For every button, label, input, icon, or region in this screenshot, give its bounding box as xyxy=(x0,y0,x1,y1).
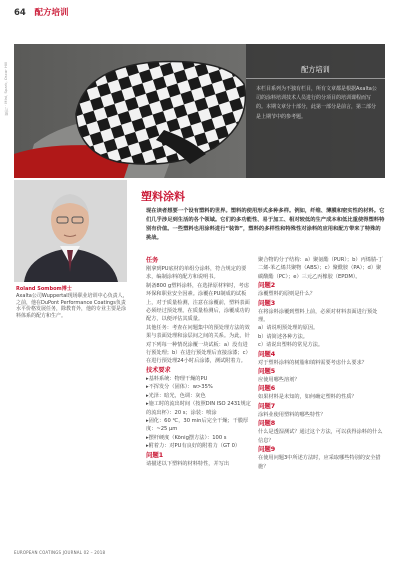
author-name: Roland Sombom博士 xyxy=(16,286,72,292)
paragraph: 聚合物的分子结构：a）聚氨酯（PUR）；b）丙烯腈-丁二烯-苯乙烯共聚物（ABS）；c）聚酰胺（PA）；d）聚碳酸酯（PC）；e）三元乙丙橡胶（EPDM）。 xyxy=(258,257,384,280)
author-bio-block xyxy=(16,286,128,320)
author-bio: Axalta公司Wuppertal现场职业培训中心负责人，之前，他在DuPont Performance Coatings负责水平价格发展任务，除教育外，他的专业主要是涂料体系的配方和生产。 xyxy=(16,292,128,320)
author-portrait xyxy=(14,180,127,282)
question-heading: 问题1 xyxy=(146,450,164,459)
question-heading: 问题3 xyxy=(258,298,276,307)
article-intro: 现在读者想要一个设有塑料的世界。塑料的使用形式多种多样。例如，纤维、薄膜和密实性的材料。它们几乎涉足到生活的各个领域。它们的多功能性、易于加工、相对较低的生产成本和低比重使得塑料特别有价值。一些塑料也用涂料进行“装饰”，塑料的多样性和特殊性对涂料的应用和配方带来了特殊的挑战。 xyxy=(146,208,385,242)
info-box-title: 配方培训 xyxy=(301,65,330,74)
info-box-divider xyxy=(246,78,385,79)
question-heading: 问题6 xyxy=(258,384,276,393)
paragraph: 什么是透湿测试？通过这个方法，可以获得涂料的什么信息？ xyxy=(258,429,383,444)
paragraph: ▸光泽：暗光，色调：灰色 xyxy=(146,392,206,399)
paragraph: 在将涂料涂覆到塑料上前，必须对材料表面进行预处理。 xyxy=(258,308,378,324)
page-header xyxy=(14,6,69,18)
section-heading: 技术要求 xyxy=(146,366,171,374)
paragraph: ▸施工时的流出时间（按照DIN ISO 2431规定的流出杯）：20 s；涂装：喷涂 xyxy=(146,401,251,416)
section-heading: 任务 xyxy=(146,257,159,264)
paragraph: 涂料业使用塑料的哪些特性？ xyxy=(258,411,326,418)
column-info-box xyxy=(246,44,385,178)
question-heading: 问题5 xyxy=(258,367,276,376)
paragraph: 如果材料是未知的，如何确定塑料的性质？ xyxy=(258,394,357,401)
paragraph: a）请说明预处理的原因。 xyxy=(258,325,319,332)
paragraph: ▸基料系统：物理干燥的PU xyxy=(146,375,208,382)
paragraph: 涂覆塑料的原则是什么？ xyxy=(258,291,316,298)
photo-credit: 照片：Mini, Spark, Oscar Hill xyxy=(3,62,8,116)
info-box-text: 本栏目系列为不独有栏目，所有文章都是根据Axalta公司的涂料培训技术人员进行的分项目的培训课程而写的。本期文章分十部分，此第一部分是前言，第二部分是上期节中的参考题。 xyxy=(256,86,377,120)
section-label: 配方培训 xyxy=(34,8,69,18)
question-heading: 问题4 xyxy=(258,349,276,358)
article-column-2 xyxy=(258,256,386,471)
paragraph: ▸固化：60 ℃，30 min后完全干燥；干膜厚度：~25 μm xyxy=(146,417,249,433)
article-title: 塑料涂料 xyxy=(141,190,185,203)
question-heading: 问题8 xyxy=(258,419,276,428)
question-heading: 问题9 xyxy=(258,445,276,454)
paragraph: ▸附着力：对PU有良好的附着力（GT 0） xyxy=(146,443,241,450)
paragraph: 其他任务：考查在问题集中的预处理方法的效果与表面处理和涂层间之间的关系。为此，针对下列每一种情况涂覆一块试板：a）没有进行预处理；b）在进行预处理后直接涂漆；c）在进行预处理24小时后涂漆，测试附着力。 xyxy=(146,324,251,365)
paragraph: 刚拿到PU底材的单组分涂料，符合规定的要求，编制涂料的配方和说明书。 xyxy=(146,266,247,281)
paragraph: 请描述以下塑料的材料特性，并写出 xyxy=(146,460,230,467)
paragraph: 制备800 g塑料涂料，在选择原材料时，考虑环保和职业安全因素。涂覆在PU制成的试板上，对于质量检测，注意在涂覆前，塑料表面必须经过预处理。在质量检测后，涂覆成功的配方，以便评估其质量。 xyxy=(146,282,250,323)
paragraph: 对于塑料涂料的树脂和填料需要考虑什么要求？ xyxy=(258,359,367,366)
paragraph: 应使用哪些溶剂？ xyxy=(258,377,300,384)
question-heading: 问题2 xyxy=(258,281,276,290)
question-heading: 问题7 xyxy=(258,401,276,410)
page-number: 64 xyxy=(14,8,26,18)
paragraph: ▸不挥发分（固体）：w>35% xyxy=(146,384,213,391)
article-column-1 xyxy=(146,256,252,468)
page-footer: EUROPEAN COATINGS JOURNAL 02 – 2018 xyxy=(14,550,106,555)
paragraph: c）请说出塑料的常见方法。 xyxy=(258,342,324,349)
paragraph: b）请简述各种方法。 xyxy=(258,333,308,340)
paragraph: ▸摆杆硬度（König摆方法）：100 s xyxy=(146,434,227,441)
author-photo xyxy=(14,180,127,282)
paragraph: 在使用问题3中所述方法时，应采取哪些特别的安全措施？ xyxy=(258,455,381,470)
